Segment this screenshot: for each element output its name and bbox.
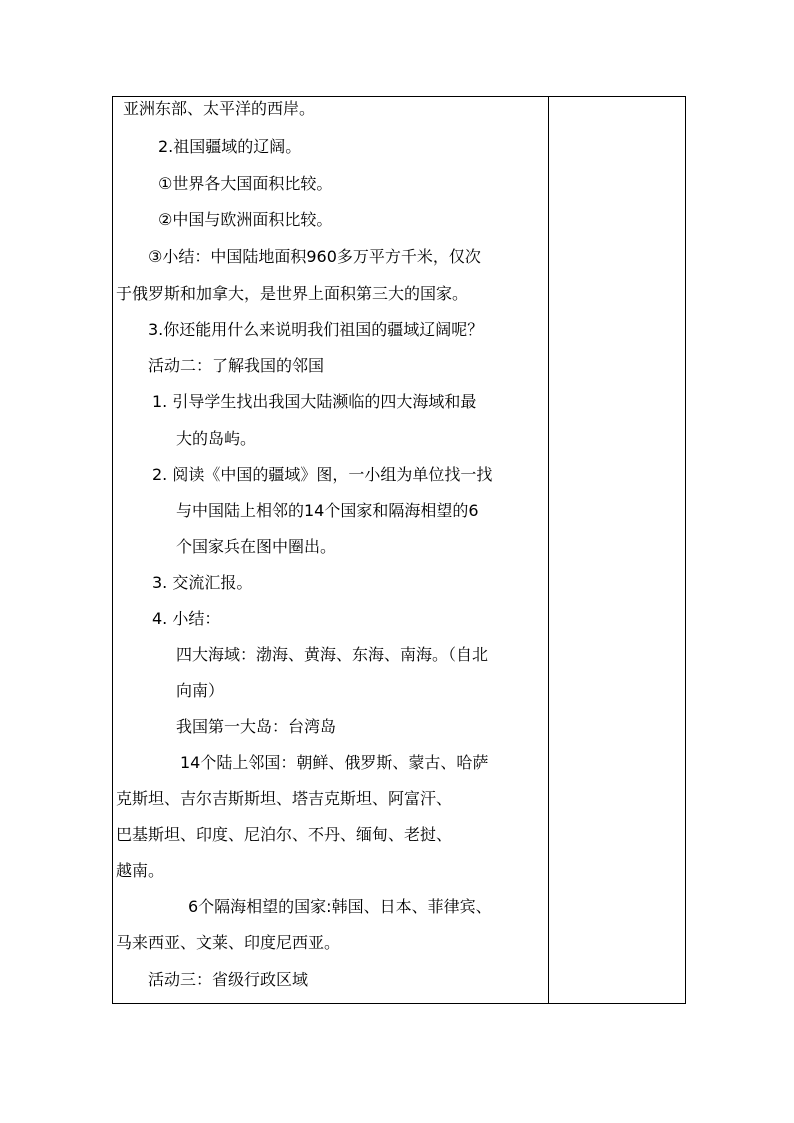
text-line: ③小结：中国陆地面积960多万平方千米，仅次 <box>148 247 481 266</box>
lesson-table <box>112 96 686 1004</box>
text-line: 3.你还能用什么来说明我们祖国的疆域辽阔呢？ <box>148 320 484 339</box>
text-line: 四大海域：渤海、黄海、东海、南海。（自北 <box>176 645 489 664</box>
column-divider <box>548 97 549 1003</box>
text-line: 克斯坦、吉尔吉斯斯坦、塔吉克斯坦、阿富汗、 <box>116 789 453 808</box>
list-item: 4. 小结： <box>152 609 221 628</box>
text-line: 亚洲东部、太平洋的西岸。 <box>123 99 316 118</box>
text-line: 于俄罗斯和加拿大，是世界上面积第三大的国家。 <box>116 284 469 303</box>
text-line: 向南） <box>176 681 225 700</box>
text-line: 越南。 <box>116 861 165 880</box>
list-item: 2. 阅读《中国的疆域》图，一小组为单位找一找 <box>152 465 493 484</box>
text-line: 我国第一大岛：台湾岛 <box>176 717 337 736</box>
text-line: ②中国与欧洲面积比较。 <box>158 210 333 229</box>
text-line: 与中国陆上相邻的14个国家和隔海相望的6 <box>176 501 479 520</box>
text-line: 马来西亚、文莱、印度尼西亚。 <box>116 933 341 952</box>
section-heading: 活动二：了解我国的邻国 <box>148 356 325 375</box>
text-line: 6个隔海相望的国家:韩国、日本、菲律宾、 <box>188 897 492 916</box>
text-line: 14个陆上邻国：朝鲜、俄罗斯、蒙古、哈萨 <box>180 753 489 772</box>
text-line: ①世界各大国面积比较。 <box>158 174 333 193</box>
text-line: 巴基斯坦、印度、尼泊尔、不丹、缅甸、老挝、 <box>116 825 453 844</box>
text-line: 大的岛屿。 <box>176 429 257 448</box>
text-line: 2.祖国疆域的辽阔。 <box>158 137 302 156</box>
list-item: 1. 引导学生找出我国大陆濒临的四大海域和最 <box>152 392 477 411</box>
section-heading: 活动三：省级行政区域 <box>148 970 309 989</box>
text-line: 个国家兵在图中圈出。 <box>176 537 337 556</box>
list-item: 3. 交流汇报。 <box>152 573 253 592</box>
